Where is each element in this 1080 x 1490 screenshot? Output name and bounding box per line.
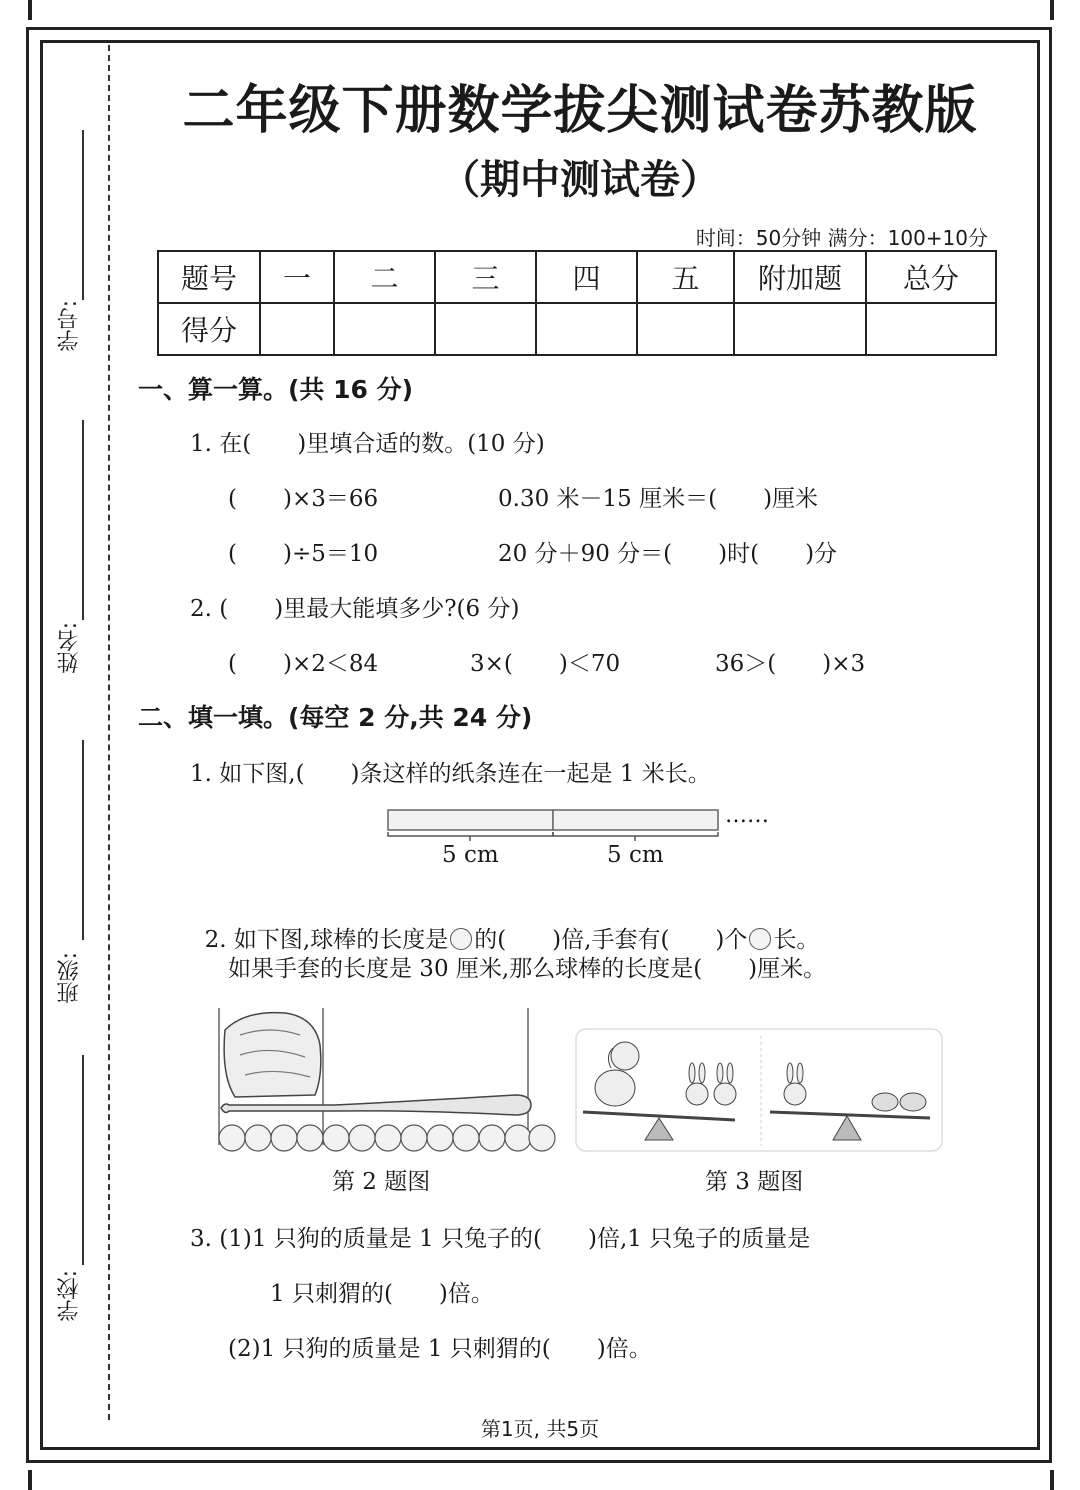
table-cell: 二 (334, 251, 435, 303)
rabbit-icon (686, 1063, 708, 1105)
section-heading: 二、填一填。(每空 2 分,共 24 分) (138, 703, 533, 732)
score-input-cell[interactable] (260, 303, 334, 355)
baseball-icon (450, 928, 472, 950)
table-cell: 附加题 (734, 251, 866, 303)
field-line (82, 420, 84, 620)
score-input-cell[interactable] (866, 303, 996, 355)
field-student-id: 学号: (56, 300, 82, 352)
table-cell: 题号 (158, 251, 260, 303)
binding-dashed-line (108, 45, 110, 1420)
question-text: 1 只刺猬的( )倍。 (270, 1281, 494, 1307)
paper-strip (553, 810, 718, 830)
equation: 20 分＋90 分＝( )时( )分 (498, 541, 838, 567)
question-text: 2. 如下图,球棒的长度是 的( )倍,手套有( )个 长。 (204, 927, 820, 953)
figure-caption: 第 3 题图 (705, 1169, 804, 1195)
brace (388, 832, 553, 841)
rabbit-icon (714, 1063, 736, 1105)
equation: ( )÷5＝10 (228, 541, 379, 567)
hedgehog-icon (872, 1093, 898, 1111)
question-text: 2. ( )里最大能填多少?(6 分) (190, 596, 520, 622)
bat-icon (221, 1095, 531, 1115)
score-table (157, 250, 997, 356)
equation: 0.30 米－15 厘米＝( )厘米 (498, 486, 819, 512)
table-cell: 四 (536, 251, 637, 303)
field-school: 学校: (56, 1270, 82, 1322)
baseball-row (219, 1125, 555, 1151)
question-text: 如果手套的长度是 30 厘米,那么球棒的长度是( )厘米。 (228, 956, 827, 982)
page-title: 二年级下册数学拔尖测试卷苏教版 (182, 81, 978, 141)
question-text: 1. 在( )里填合适的数。(10 分) (190, 431, 545, 457)
time-score-info: 时间：50分钟 满分：100+10分 (695, 226, 988, 250)
table-cell: 总分 (866, 251, 996, 303)
dog-icon (595, 1042, 639, 1106)
rabbit-icon (784, 1063, 806, 1105)
score-input-cell[interactable] (334, 303, 435, 355)
score-table-header-row (158, 251, 996, 303)
field-line (82, 1055, 84, 1265)
section-heading: 一、算一算。(共 16 分) (138, 375, 414, 404)
score-table-score-row (158, 303, 996, 355)
equation: ( )×3＝66 (228, 486, 379, 512)
brace (553, 832, 718, 841)
strip-continuation: …… (725, 803, 769, 828)
table-cell: 三 (435, 251, 536, 303)
question-text: 1. 如下图,( )条这样的纸条连在一起是 1 米长。 (190, 761, 711, 787)
score-input-cell[interactable] (536, 303, 637, 355)
page-footer: 第1页, 共5页 (480, 1417, 600, 1441)
score-input-cell[interactable] (734, 303, 866, 355)
question-text: (2)1 只狗的质量是 1 只刺猬的( )倍。 (228, 1336, 652, 1362)
corner-mark (1050, 1470, 1054, 1490)
score-input-cell[interactable] (637, 303, 734, 355)
glove-bat-figure (215, 1005, 565, 1160)
table-cell: 五 (637, 251, 734, 303)
balance-figure (575, 1028, 945, 1153)
right-balance (770, 1063, 930, 1140)
equation: ( )×2＜84 (228, 651, 379, 677)
field-class: 班级: (56, 952, 82, 1004)
score-input-cell[interactable] (435, 303, 536, 355)
corner-mark (1050, 0, 1054, 20)
baseball-icon (749, 928, 771, 950)
field-name: 姓名: (56, 622, 82, 674)
glove-icon (224, 1013, 321, 1097)
question-text: 3. (1)1 只狗的质量是 1 只兔子的( )倍,1 只兔子的质量是 (190, 1226, 811, 1252)
paper-strip (388, 810, 553, 830)
table-cell: 得分 (158, 303, 260, 355)
field-line (82, 130, 84, 300)
figure-caption: 第 2 题图 (332, 1169, 431, 1195)
field-line (82, 740, 84, 940)
strip-length-label: 5 cm (442, 842, 499, 868)
equation: 36＞( )×3 (715, 651, 866, 677)
hedgehog-icon (900, 1093, 926, 1111)
corner-mark (28, 1470, 32, 1490)
equation: 3×( )＜70 (470, 651, 621, 677)
corner-mark (28, 0, 32, 20)
page-subtitle: （期中测试卷） (440, 157, 720, 203)
strip-length-label: 5 cm (607, 842, 664, 868)
table-cell: 一 (260, 251, 334, 303)
left-balance (583, 1042, 736, 1140)
